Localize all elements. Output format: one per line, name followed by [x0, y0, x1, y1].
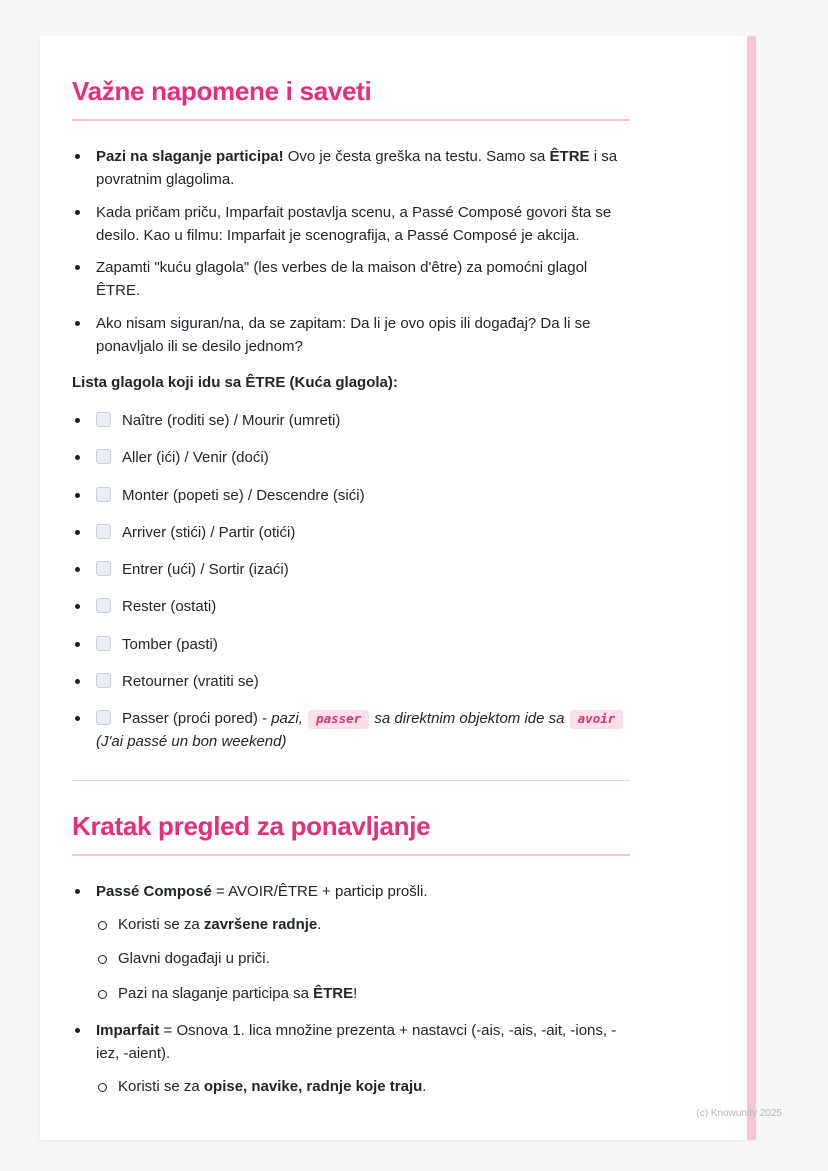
checklist-item	[72, 595, 630, 618]
body-text: !	[353, 984, 358, 1002]
review-sub-list	[96, 1075, 630, 1098]
body-text: Ovo je česta greška na testu. Samo sa	[283, 148, 550, 166]
document-page	[40, 36, 756, 1140]
bold-text: Pazi na slaganje participa!	[96, 148, 284, 166]
italic-text: pazi,	[271, 710, 308, 728]
body-text: = Osnova 1. lica množine prezenta + nastavci (-ais, -ais, -ait, -ions, -iez, -aient).	[96, 1021, 617, 1063]
checklist-item	[72, 409, 630, 432]
page-content	[40, 36, 756, 1099]
body-text: Ako nisam siguran/na, da se zapitam: Da li je ovo opis ili događaj? Da li se ponavljalo ili se desilo jednom?	[96, 314, 591, 355]
checklist-item-label: Arriver (stići) / Partir (otići)	[122, 523, 296, 541]
checklist-item-label: Tomber (pasti)	[122, 635, 218, 653]
checklist-item	[72, 633, 630, 656]
bold-text: opise, navike, radnje koje traju	[203, 1078, 423, 1096]
checklist-item	[72, 558, 630, 581]
checklist-item	[72, 446, 630, 469]
note-bullet	[72, 145, 630, 192]
review-sub-bullet	[96, 913, 630, 936]
body-text: Zapamti "kuću glagola" (les verbes de la maison d'être) za pomoćni glagol ÊTRE.	[96, 259, 588, 300]
review-sub-bullet	[96, 982, 630, 1005]
checklist-item	[72, 707, 630, 754]
body-text: Koristi se za	[118, 1078, 204, 1096]
review-bullet	[72, 1019, 630, 1099]
checklist-item-label: Aller (ići) / Venir (doći)	[122, 449, 269, 467]
checklist-item-label: Naître (roditi se) / Mourir (umreti)	[122, 412, 341, 430]
review-sub-bullet	[96, 947, 630, 970]
checkbox-unchecked[interactable]	[96, 710, 111, 725]
body-text: Koristi se za	[118, 916, 204, 934]
section-divider	[72, 780, 630, 781]
body-text: Kada pričam priču, Imparfait postavlja scenu, a Passé Composé govori šta se desilo. Kao u filmu: Imparfait je scenografija, a Passé Composé je akcija.	[96, 203, 612, 244]
note-bullet	[72, 256, 630, 303]
body-text: Glavni događaji u priči.	[118, 950, 270, 968]
bold-text: ÊTRE	[549, 148, 590, 166]
checklist-item-label: Retourner (vratiti se)	[122, 672, 259, 690]
body-text: = AVOIR/ÊTRE + particip prošli.	[211, 882, 428, 900]
note-bullet	[72, 201, 630, 248]
checkbox-unchecked[interactable]	[96, 561, 111, 576]
review-list	[72, 880, 630, 1099]
section-title-review: Kratak pregled za ponavljanje	[72, 811, 630, 856]
verb-checklist	[72, 409, 630, 754]
body-text: Passer (proći pored) -	[122, 710, 272, 728]
bold-text: Passé Composé	[96, 882, 212, 900]
checkbox-unchecked[interactable]	[96, 449, 111, 464]
checklist-item	[72, 521, 630, 544]
body-text: i sa povratnim glagolima.	[96, 148, 618, 189]
checkbox-unchecked[interactable]	[96, 524, 111, 539]
note-bullet	[72, 312, 630, 359]
checkbox-unchecked[interactable]	[96, 487, 111, 502]
checkbox-unchecked[interactable]	[96, 673, 111, 688]
bold-text: završene radnje	[203, 916, 318, 934]
review-bullet	[72, 880, 630, 1005]
checklist-item-label: Rester (ostati)	[122, 598, 217, 616]
inline-code-passer: passer	[308, 710, 369, 728]
checklist-item	[72, 484, 630, 507]
section-title-notes: Važne napomene i saveti	[72, 76, 630, 121]
checklist-item	[72, 670, 630, 693]
checklist-item-label: Monter (popeti se) / Descendre (sići)	[122, 486, 365, 504]
checkbox-unchecked[interactable]	[96, 412, 111, 427]
body-text: Pazi na slaganje participa sa	[118, 984, 314, 1002]
bold-text: ÊTRE	[313, 984, 354, 1002]
review-sub-list	[96, 913, 630, 1005]
checklist-heading: Lista glagola koji idu sa ÊTRE (Kuća glagola):	[72, 374, 398, 392]
right-pink-stripe	[747, 36, 756, 1140]
inline-code-avoir: avoir	[570, 710, 624, 728]
review-sub-bullet	[96, 1075, 630, 1098]
italic-text: sa direktnim objektom ide sa	[370, 710, 569, 728]
checklist-item-label	[96, 710, 624, 750]
body-text: .	[422, 1078, 427, 1096]
body-text: .	[317, 916, 322, 934]
notes-list	[72, 145, 630, 358]
italic-text: (J'ai passé un bon weekend)	[96, 733, 287, 751]
copyright-watermark: (c) Knowunity 2025	[696, 1108, 782, 1119]
checkbox-unchecked[interactable]	[96, 636, 111, 651]
bold-text: Imparfait	[96, 1021, 160, 1039]
checkbox-unchecked[interactable]	[96, 598, 111, 613]
checklist-item-label: Entrer (ući) / Sortir (izaći)	[122, 561, 289, 579]
